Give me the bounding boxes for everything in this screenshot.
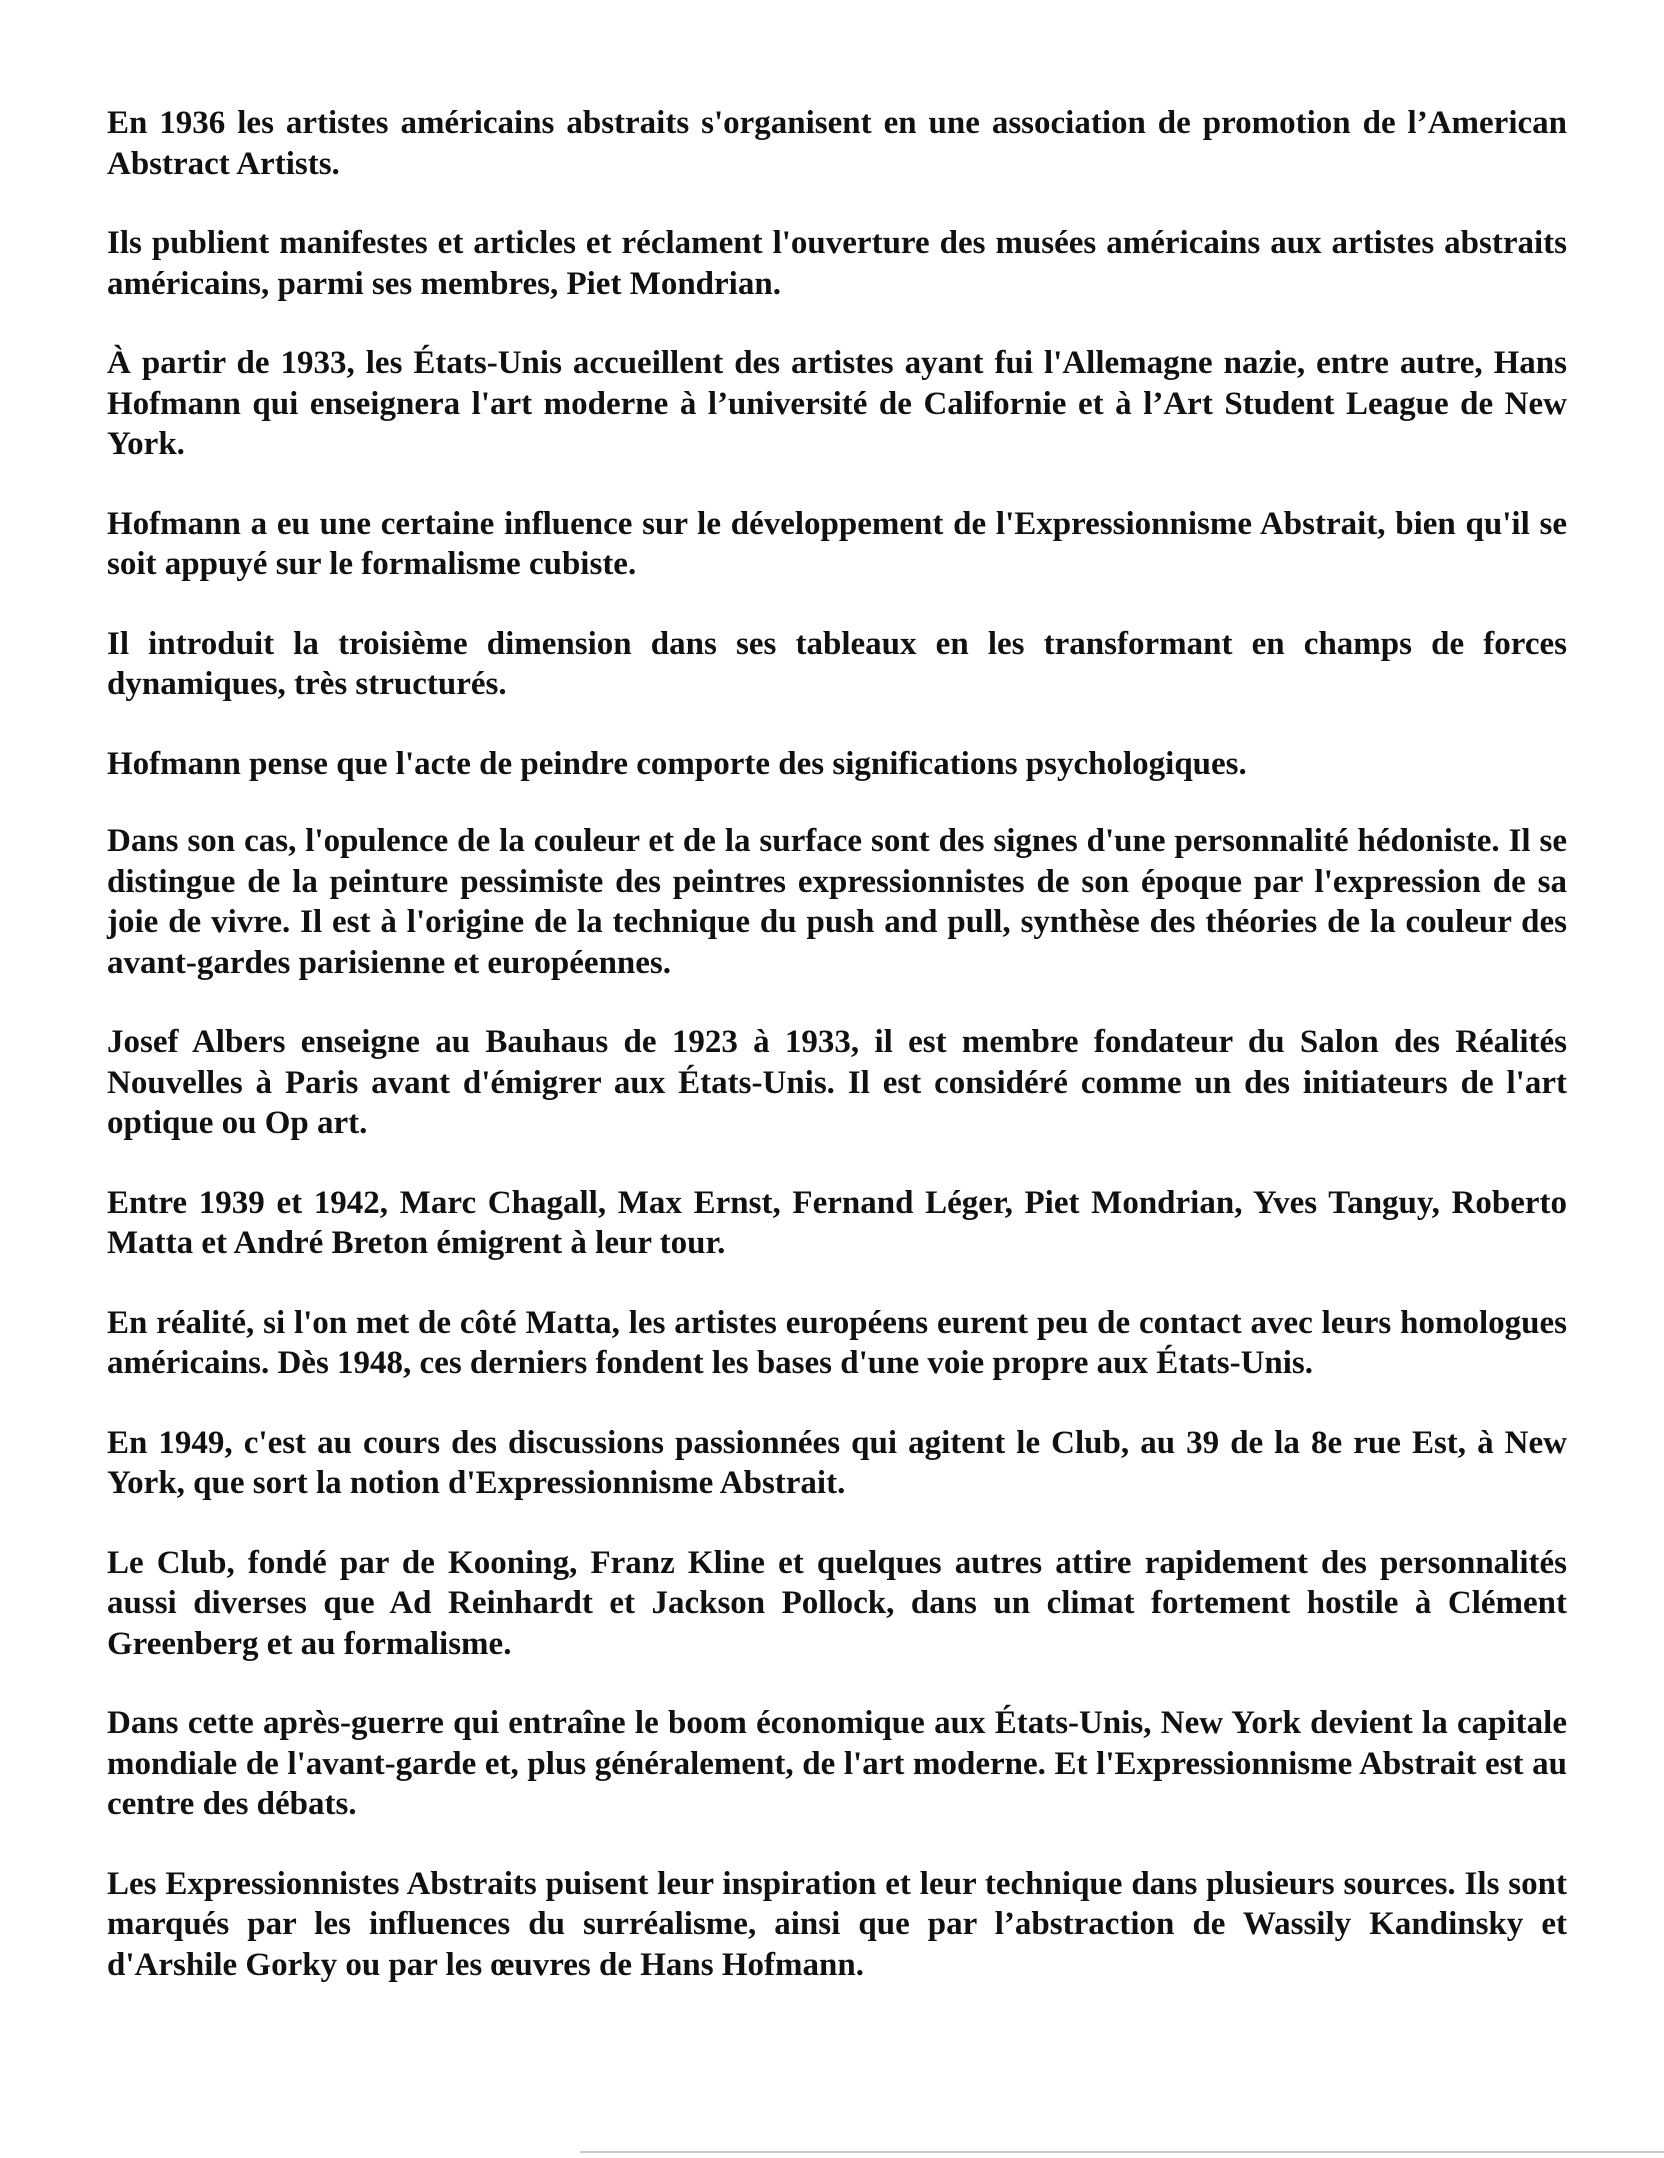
paragraph-act-of-painting: Hofmann pense que l'acte de peindre comporte des significations psychologiques. bbox=[107, 745, 1247, 782]
paragraph-hofmann-arrival: À partir de 1933, les États-Unis accueillent des artistes ayant fui l'Allemagne nazie, entre autre, Hans Hofmann qui enseignera l'art moderne à l’université de Californie et à l’Art Student League de New York. bbox=[107, 345, 1567, 462]
paragraph-josef-albers: Josef Albers enseigne au Bauhaus de 1923 à 1933, il est membre fondateur du Salon des Réalités Nouvelles à Paris avant d'émigrer aux États-Unis. Il est considéré comme un des initiateurs de l'art optique ou Op art. bbox=[107, 1024, 1567, 1141]
paragraph-the-club-1949: En 1949, c'est au cours des discussions passionnées qui agitent le Club, au 39 de la 8e rue Est, à New York, que sort la notion d'Expressionnisme Abstrait. bbox=[107, 1424, 1567, 1501]
paragraph-third-dimension: Il introduit la troisième dimension dans ses tableaux en les transformant en champs de forces dynamiques, très structurés. bbox=[107, 625, 1567, 702]
paragraph-emigration: Entre 1939 et 1942, Marc Chagall, Max Ernst, Fernand Léger, Piet Mondrian, Yves Tanguy, Roberto Matta et André Breton émigrent à leur tour. bbox=[107, 1184, 1567, 1261]
paragraph-hofmann-influence: Hofmann a eu une certaine influence sur le développement de l'Expressionnisme Abstrait, bien qu'il se soit appuyé sur le formalisme cubiste. bbox=[107, 505, 1567, 582]
paragraph-manifestes: Ils publient manifestes et articles et réclament l'ouverture des musées américains aux artistes abstraits américains, parmi ses membres, Piet Mondrian. bbox=[107, 225, 1567, 302]
paragraph-european-contact: En réalité, si l'on met de côté Matta, les artistes européens eurent peu de contact avec leurs homologues américains. Dès 1948, ces derniers fondent les bases d'une voie propre aux États-Unis. bbox=[107, 1304, 1567, 1381]
paragraph-push-and-pull: Dans son cas, l'opulence de la couleur et de la surface sont des signes d'une personnalité hédoniste. Il se distingue de la peinture pessimiste des peintres expressionnistes de son époque par l'expression de sa joie de vivre. Il est à l'origine de la technique du push and pull, synthèse des théories de la couleur des avant-gardes parisienne et européennes. bbox=[107, 823, 1567, 981]
page-bottom-rule bbox=[580, 2151, 1664, 2153]
paragraph-american-abstract-artists: En 1936 les artistes américains abstraits s'organisent en une association de promotion de l’American Abstract Artists. bbox=[107, 105, 1567, 182]
document-body bbox=[107, 103, 1567, 2024]
paragraph-new-york-capital: Dans cette après-guerre qui entraîne le boom économique aux États-Unis, New York devient la capitale mondiale de l'avant-garde et, plus généralement, de l'art moderne. Et l'Expressionnisme Abstrait est au centre des débats. bbox=[107, 1705, 1567, 1822]
paragraph-sources-inspiration: Les Expressionnistes Abstraits puisent leur inspiration et leur technique dans plusieurs sources. Ils sont marqués par les influences du surréalisme, ainsi que par l’abstraction de Wassily Kandinsky et d'Arshile Gorky ou par les œuvres de Hans Hofmann. bbox=[107, 1865, 1567, 1983]
paragraph-club-members: Le Club, fondé par de Kooning, Franz Kline et quelques autres attire rapidement des personnalités aussi diverses que Ad Reinhardt et Jackson Pollock, dans un climat fortement hostile à Clément Greenberg et au formalisme. bbox=[107, 1544, 1567, 1662]
